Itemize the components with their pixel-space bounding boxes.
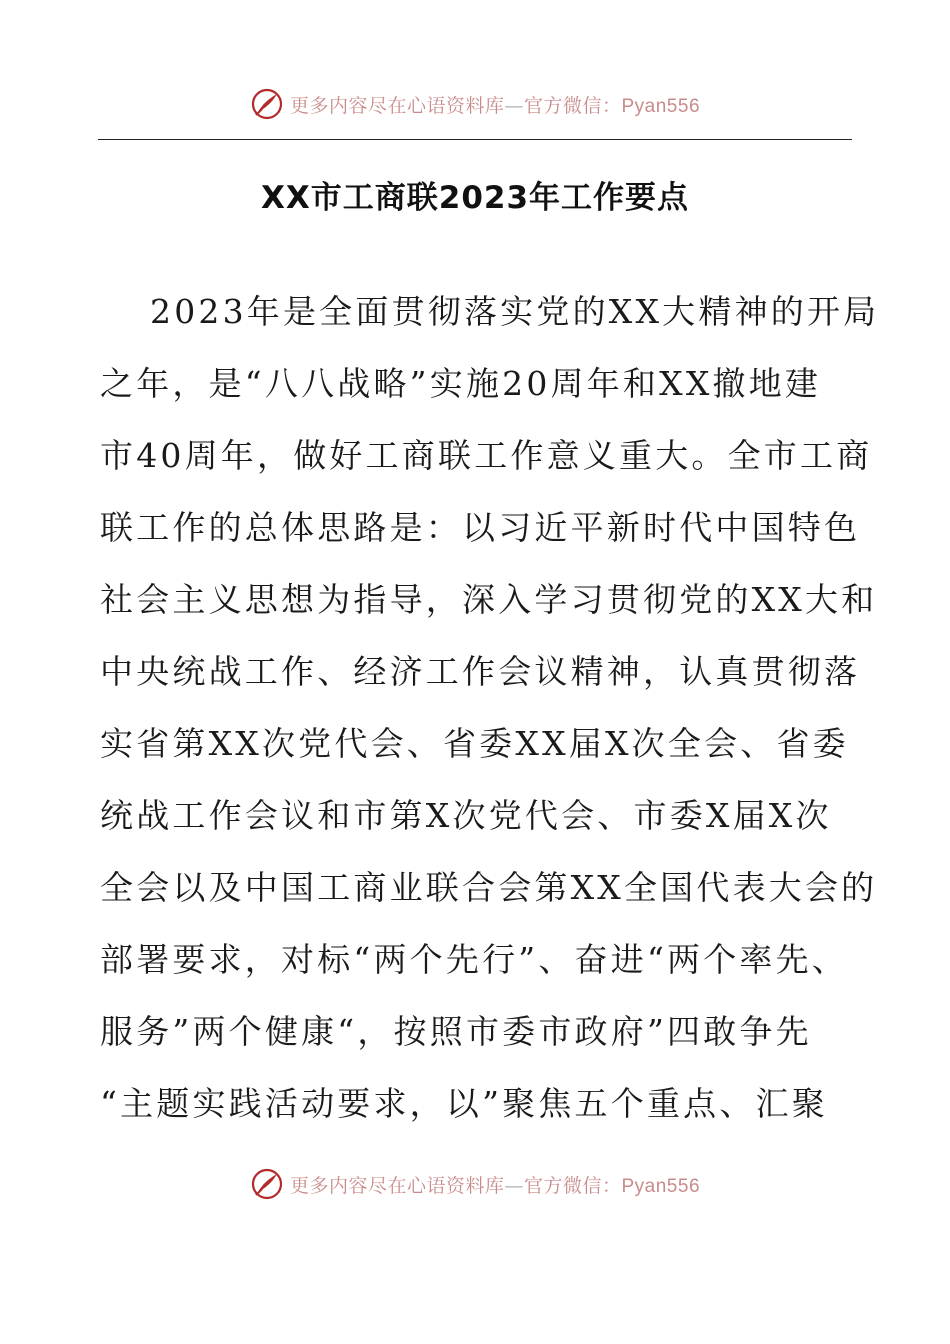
body-line: “主题实践活动要求，以”聚焦五个重点、汇聚 (100, 1084, 828, 1123)
body-line: 部署要求，对标“两个先行”、奋进“两个率先、 (100, 940, 849, 979)
watermark-text (290, 91, 700, 118)
watermark-contact-label: 官方微信： (523, 94, 622, 117)
body-line: 市40周年，做好工商联工作意义重大。全市工商 (100, 436, 873, 475)
body-line: 统战工作会议和市第X次党代会、市委X届X次 (100, 796, 832, 835)
body-line: 实省第XX次党代会、省委XX届X次全会、省委 (100, 724, 849, 763)
header-watermark (0, 84, 950, 124)
body-line: 2023年是全面贯彻落实党的XX大精神的开局 (150, 292, 880, 331)
watermark-handle: Pyan556 (621, 95, 701, 117)
body-line: 社会主义思想为指导，深入学习贯彻党的XX大和 (100, 580, 878, 619)
body-line: 之年，是“八八战略”实施20周年和XX撤地建 (100, 364, 822, 403)
watermark-dash: — (504, 94, 524, 117)
body-line: 服务”两个健康“，按照市委市政府”四敢争先 (100, 1012, 812, 1051)
quill-pen-logo-icon (250, 1167, 284, 1201)
watermark-dash: — (504, 1174, 524, 1197)
header-divider (98, 139, 852, 140)
watermark-slogan: 更多内容尽在心语资料库 (289, 1174, 505, 1197)
body-line: 中央统战工作、经济工作会议精神，认真贯彻落 (100, 652, 861, 691)
body-line: 全会以及中国工商业联合会第XX全国代表大会的 (100, 868, 878, 907)
footer-watermark (0, 1164, 950, 1204)
watermark-handle: Pyan556 (621, 1175, 701, 1197)
body-line: 联工作的总体思路是：以习近平新时代中国特色 (100, 508, 861, 547)
watermark-text (290, 1171, 700, 1198)
document-title: XX市工商联2023年工作要点 (260, 180, 690, 216)
watermark-contact-label: 官方微信： (523, 1174, 622, 1197)
watermark-group (250, 87, 700, 121)
quill-pen-logo-icon (250, 87, 284, 121)
watermark-group (250, 1167, 700, 1201)
watermark-slogan: 更多内容尽在心语资料库 (289, 94, 505, 117)
document-body (100, 288, 880, 1152)
